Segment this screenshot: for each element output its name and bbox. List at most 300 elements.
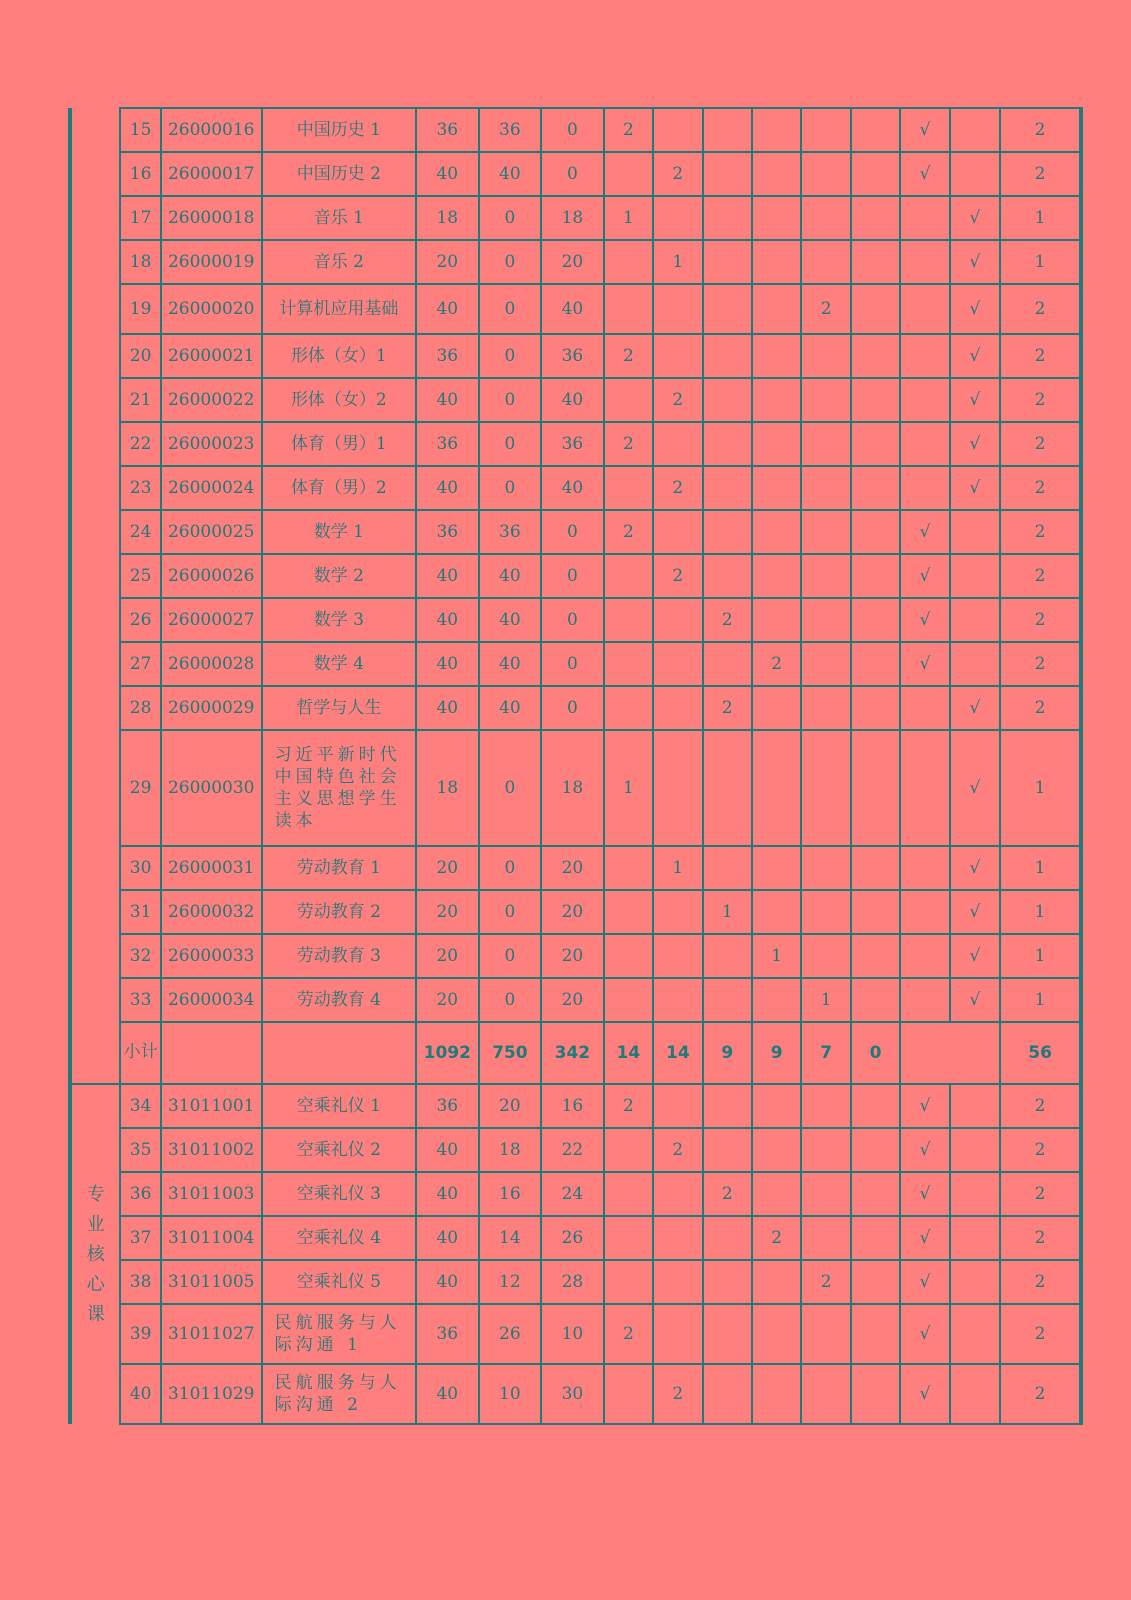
semester-2-hours — [653, 1172, 702, 1216]
course-number: 16 — [120, 152, 160, 196]
credits: 1 — [1000, 196, 1081, 240]
course-code: 31011027 — [161, 1304, 262, 1364]
theory-hours: 0 — [479, 978, 542, 1022]
assessment-mark — [950, 152, 1000, 196]
semester-5-hours — [801, 196, 850, 240]
theory-hours: 40 — [479, 686, 542, 730]
semester-6-hours — [851, 334, 900, 378]
credits: 2 — [1000, 686, 1081, 730]
practice-hours: 40 — [541, 284, 604, 334]
subtotal-total-hours: 1092 — [416, 1022, 479, 1084]
total-hours: 40 — [416, 1364, 479, 1424]
exam-mark — [900, 686, 949, 730]
semester-1-hours — [604, 554, 653, 598]
assessment-mark: √ — [950, 378, 1000, 422]
semester-6-hours — [851, 152, 900, 196]
semester-1-hours: 2 — [604, 510, 653, 554]
course-number: 22 — [120, 422, 160, 466]
theory-hours: 0 — [479, 334, 542, 378]
credits: 2 — [1000, 284, 1081, 334]
semester-6-hours — [851, 846, 900, 890]
practice-hours: 20 — [541, 846, 604, 890]
course-number: 17 — [120, 196, 160, 240]
assessment-mark — [950, 1128, 1000, 1172]
total-hours: 36 — [416, 108, 479, 152]
subtotal-semester-4-hours: 9 — [752, 1022, 801, 1084]
course-number: 38 — [120, 1260, 160, 1304]
semester-5-hours — [801, 1128, 850, 1172]
semester-1-hours — [604, 1128, 653, 1172]
credits: 2 — [1000, 1364, 1081, 1424]
course-number: 34 — [120, 1084, 160, 1128]
semester-6-hours — [851, 422, 900, 466]
credits: 2 — [1000, 466, 1081, 510]
exam-mark — [900, 890, 949, 934]
course-number: 35 — [120, 1128, 160, 1172]
table-row — [70, 1304, 1081, 1364]
theory-hours: 0 — [479, 466, 542, 510]
semester-5-hours — [801, 510, 850, 554]
practice-hours: 16 — [541, 1084, 604, 1128]
subtotal-assessment-empty — [900, 1022, 1000, 1084]
course-name: 空乘礼仪 1 — [262, 1084, 416, 1128]
semester-4-hours — [752, 1364, 801, 1424]
semester-5-hours — [801, 108, 850, 152]
total-hours: 40 — [416, 1128, 479, 1172]
semester-4-hours — [752, 378, 801, 422]
assessment-mark: √ — [950, 890, 1000, 934]
course-name: 体育（男）2 — [262, 466, 416, 510]
credits: 2 — [1000, 108, 1081, 152]
table-row — [70, 686, 1081, 730]
exam-mark: √ — [900, 1172, 949, 1216]
semester-2-hours: 2 — [653, 152, 702, 196]
semester-6-hours — [851, 240, 900, 284]
semester-6-hours — [851, 196, 900, 240]
exam-mark — [900, 978, 949, 1022]
assessment-mark — [950, 1216, 1000, 1260]
semester-1-hours — [604, 890, 653, 934]
semester-5-hours — [801, 890, 850, 934]
course-name: 民航服务与人际沟通 1 — [262, 1304, 416, 1364]
semester-3-hours — [703, 1084, 752, 1128]
semester-6-hours — [851, 1172, 900, 1216]
semester-4-hours — [752, 466, 801, 510]
total-hours: 40 — [416, 466, 479, 510]
theory-hours: 18 — [479, 1128, 542, 1172]
practice-hours: 0 — [541, 510, 604, 554]
theory-hours: 40 — [479, 152, 542, 196]
total-hours: 20 — [416, 846, 479, 890]
course-number: 30 — [120, 846, 160, 890]
exam-mark — [900, 422, 949, 466]
exam-mark: √ — [900, 108, 949, 152]
semester-2-hours — [653, 1260, 702, 1304]
semester-1-hours: 1 — [604, 196, 653, 240]
table-row — [70, 934, 1081, 978]
practice-hours: 28 — [541, 1260, 604, 1304]
practice-hours: 40 — [541, 378, 604, 422]
semester-1-hours: 2 — [604, 108, 653, 152]
exam-mark — [900, 196, 949, 240]
course-code: 26000033 — [161, 934, 262, 978]
semester-1-hours — [604, 846, 653, 890]
semester-3-hours — [703, 846, 752, 890]
semester-3-hours — [703, 1260, 752, 1304]
category-cell-blank — [70, 108, 120, 1084]
semester-5-hours — [801, 642, 850, 686]
table-row — [70, 510, 1081, 554]
course-name: 空乘礼仪 2 — [262, 1128, 416, 1172]
course-code: 26000022 — [161, 378, 262, 422]
total-hours: 36 — [416, 334, 479, 378]
course-number: 25 — [120, 554, 160, 598]
theory-hours: 0 — [479, 934, 542, 978]
semester-4-hours — [752, 152, 801, 196]
semester-4-hours — [752, 1084, 801, 1128]
theory-hours: 40 — [479, 642, 542, 686]
semester-2-hours — [653, 422, 702, 466]
course-code: 26000017 — [161, 152, 262, 196]
assessment-mark — [950, 642, 1000, 686]
semester-3-hours: 2 — [703, 686, 752, 730]
semester-2-hours: 2 — [653, 554, 702, 598]
course-code: 26000018 — [161, 196, 262, 240]
course-number: 20 — [120, 334, 160, 378]
semester-3-hours — [703, 466, 752, 510]
semester-3-hours — [703, 152, 752, 196]
theory-hours: 36 — [479, 510, 542, 554]
course-code: 31011005 — [161, 1260, 262, 1304]
course-name: 习近平新时代中国特色社会主义思想学生读本 — [262, 730, 416, 846]
credits: 2 — [1000, 1216, 1081, 1260]
exam-mark — [900, 846, 949, 890]
semester-2-hours — [653, 196, 702, 240]
table-row — [70, 1172, 1081, 1216]
semester-1-hours — [604, 284, 653, 334]
practice-hours: 22 — [541, 1128, 604, 1172]
practice-hours: 26 — [541, 1216, 604, 1260]
semester-1-hours — [604, 1216, 653, 1260]
exam-mark — [900, 284, 949, 334]
exam-mark — [900, 334, 949, 378]
exam-mark: √ — [900, 1128, 949, 1172]
semester-5-hours — [801, 1084, 850, 1128]
total-hours: 36 — [416, 1084, 479, 1128]
course-number: 23 — [120, 466, 160, 510]
course-name: 数学 3 — [262, 598, 416, 642]
exam-mark: √ — [900, 510, 949, 554]
exam-mark: √ — [900, 1304, 949, 1364]
semester-5-hours — [801, 1172, 850, 1216]
semester-1-hours — [604, 152, 653, 196]
course-number: 36 — [120, 1172, 160, 1216]
semester-3-hours — [703, 510, 752, 554]
semester-4-hours — [752, 1260, 801, 1304]
semester-1-hours: 2 — [604, 1304, 653, 1364]
semester-6-hours — [851, 1260, 900, 1304]
theory-hours: 36 — [479, 108, 542, 152]
semester-6-hours — [851, 284, 900, 334]
semester-3-hours — [703, 642, 752, 686]
theory-hours: 0 — [479, 846, 542, 890]
credits: 2 — [1000, 1304, 1081, 1364]
theory-hours: 16 — [479, 1172, 542, 1216]
semester-1-hours — [604, 598, 653, 642]
semester-2-hours — [653, 1084, 702, 1128]
course-code: 26000016 — [161, 108, 262, 152]
course-number: 39 — [120, 1304, 160, 1364]
semester-3-hours — [703, 284, 752, 334]
total-hours: 40 — [416, 686, 479, 730]
theory-hours: 26 — [479, 1304, 542, 1364]
assessment-mark: √ — [950, 334, 1000, 378]
course-code: 31011029 — [161, 1364, 262, 1424]
course-number: 40 — [120, 1364, 160, 1424]
assessment-mark — [950, 1304, 1000, 1364]
table-row — [70, 1260, 1081, 1304]
assessment-mark: √ — [950, 978, 1000, 1022]
semester-4-hours: 1 — [752, 934, 801, 978]
total-hours: 36 — [416, 422, 479, 466]
semester-2-hours — [653, 934, 702, 978]
semester-2-hours — [653, 642, 702, 686]
practice-hours: 36 — [541, 422, 604, 466]
curriculum-table — [68, 107, 1083, 1425]
course-name: 哲学与人生 — [262, 686, 416, 730]
assessment-mark: √ — [950, 284, 1000, 334]
semester-3-hours — [703, 730, 752, 846]
table-row — [70, 152, 1081, 196]
semester-5-hours — [801, 152, 850, 196]
course-name: 空乘礼仪 4 — [262, 1216, 416, 1260]
credits: 2 — [1000, 378, 1081, 422]
semester-5-hours — [801, 934, 850, 978]
course-name: 体育（男）1 — [262, 422, 416, 466]
course-name: 音乐 1 — [262, 196, 416, 240]
credits: 1 — [1000, 240, 1081, 284]
semester-4-hours: 2 — [752, 1216, 801, 1260]
semester-1-hours — [604, 686, 653, 730]
semester-4-hours — [752, 284, 801, 334]
practice-hours: 0 — [541, 152, 604, 196]
semester-6-hours — [851, 730, 900, 846]
total-hours: 36 — [416, 1304, 479, 1364]
practice-hours: 18 — [541, 196, 604, 240]
course-code: 26000032 — [161, 890, 262, 934]
course-number: 18 — [120, 240, 160, 284]
theory-hours: 40 — [479, 554, 542, 598]
semester-6-hours — [851, 1216, 900, 1260]
course-name: 计算机应用基础 — [262, 284, 416, 334]
course-code: 26000020 — [161, 284, 262, 334]
credits: 1 — [1000, 934, 1081, 978]
credits: 2 — [1000, 642, 1081, 686]
assessment-mark: √ — [950, 686, 1000, 730]
assessment-mark — [950, 1260, 1000, 1304]
semester-1-hours — [604, 934, 653, 978]
theory-hours: 12 — [479, 1260, 542, 1304]
practice-hours: 20 — [541, 890, 604, 934]
practice-hours: 0 — [541, 642, 604, 686]
course-code: 26000021 — [161, 334, 262, 378]
semester-1-hours: 2 — [604, 422, 653, 466]
semester-2-hours — [653, 284, 702, 334]
total-hours: 40 — [416, 554, 479, 598]
total-hours: 40 — [416, 284, 479, 334]
semester-3-hours — [703, 978, 752, 1022]
table-row — [70, 598, 1081, 642]
semester-1-hours — [604, 1172, 653, 1216]
semester-1-hours: 2 — [604, 1084, 653, 1128]
semester-3-hours: 2 — [703, 598, 752, 642]
course-code: 31011002 — [161, 1128, 262, 1172]
course-code: 31011004 — [161, 1216, 262, 1260]
total-hours: 40 — [416, 1172, 479, 1216]
credits: 2 — [1000, 554, 1081, 598]
course-number: 21 — [120, 378, 160, 422]
semester-1-hours — [604, 1364, 653, 1424]
semester-5-hours — [801, 240, 850, 284]
course-name: 民航服务与人际沟通 2 — [262, 1364, 416, 1424]
course-number: 24 — [120, 510, 160, 554]
theory-hours: 0 — [479, 422, 542, 466]
assessment-mark — [950, 510, 1000, 554]
practice-hours: 10 — [541, 1304, 604, 1364]
exam-mark: √ — [900, 1084, 949, 1128]
semester-5-hours — [801, 554, 850, 598]
credits: 2 — [1000, 1128, 1081, 1172]
semester-5-hours — [801, 730, 850, 846]
total-hours: 20 — [416, 890, 479, 934]
semester-4-hours — [752, 422, 801, 466]
semester-6-hours — [851, 642, 900, 686]
semester-4-hours — [752, 196, 801, 240]
exam-mark: √ — [900, 554, 949, 598]
semester-4-hours — [752, 510, 801, 554]
semester-5-hours — [801, 686, 850, 730]
semester-3-hours — [703, 1304, 752, 1364]
exam-mark — [900, 466, 949, 510]
course-name: 空乘礼仪 3 — [262, 1172, 416, 1216]
course-name: 数学 1 — [262, 510, 416, 554]
total-hours: 20 — [416, 240, 479, 284]
semester-6-hours — [851, 1364, 900, 1424]
semester-3-hours — [703, 1364, 752, 1424]
subtotal-code-empty — [161, 1022, 262, 1084]
exam-mark — [900, 240, 949, 284]
semester-2-hours — [653, 598, 702, 642]
semester-3-hours: 1 — [703, 890, 752, 934]
semester-4-hours — [752, 978, 801, 1022]
semester-3-hours — [703, 1128, 752, 1172]
total-hours: 40 — [416, 378, 479, 422]
course-number: 33 — [120, 978, 160, 1022]
semester-4-hours — [752, 686, 801, 730]
semester-4-hours — [752, 890, 801, 934]
practice-hours: 36 — [541, 334, 604, 378]
course-code: 26000029 — [161, 686, 262, 730]
subtotal-theory-hours: 750 — [479, 1022, 542, 1084]
semester-1-hours — [604, 978, 653, 1022]
credits: 2 — [1000, 334, 1081, 378]
course-code: 26000026 — [161, 554, 262, 598]
total-hours: 40 — [416, 1260, 479, 1304]
exam-mark: √ — [900, 152, 949, 196]
exam-mark — [900, 378, 949, 422]
assessment-mark: √ — [950, 466, 1000, 510]
course-name: 中国历史 1 — [262, 108, 416, 152]
semester-1-hours: 2 — [604, 334, 653, 378]
course-code: 26000019 — [161, 240, 262, 284]
course-code: 31011003 — [161, 1172, 262, 1216]
table-row — [70, 334, 1081, 378]
total-hours: 20 — [416, 978, 479, 1022]
course-code: 31011001 — [161, 1084, 262, 1128]
course-number: 15 — [120, 108, 160, 152]
course-code: 26000030 — [161, 730, 262, 846]
semester-6-hours — [851, 1304, 900, 1364]
semester-6-hours — [851, 598, 900, 642]
total-hours: 40 — [416, 598, 479, 642]
semester-6-hours — [851, 554, 900, 598]
semester-5-hours: 2 — [801, 1260, 850, 1304]
semester-6-hours — [851, 934, 900, 978]
credits: 1 — [1000, 846, 1081, 890]
semester-5-hours — [801, 1216, 850, 1260]
total-hours: 36 — [416, 510, 479, 554]
course-name: 数学 2 — [262, 554, 416, 598]
assessment-mark: √ — [950, 240, 1000, 284]
total-hours: 40 — [416, 642, 479, 686]
semester-1-hours — [604, 466, 653, 510]
theory-hours: 14 — [479, 1216, 542, 1260]
semester-2-hours: 2 — [653, 1128, 702, 1172]
semester-2-hours — [653, 978, 702, 1022]
credits: 2 — [1000, 152, 1081, 196]
semester-3-hours — [703, 334, 752, 378]
exam-mark — [900, 730, 949, 846]
semester-3-hours — [703, 240, 752, 284]
theory-hours: 0 — [479, 730, 542, 846]
practice-hours: 20 — [541, 934, 604, 978]
theory-hours: 40 — [479, 598, 542, 642]
semester-6-hours — [851, 1084, 900, 1128]
course-number: 29 — [120, 730, 160, 846]
semester-4-hours — [752, 240, 801, 284]
semester-4-hours — [752, 1304, 801, 1364]
assessment-mark: √ — [950, 422, 1000, 466]
table-row — [70, 196, 1081, 240]
course-number: 31 — [120, 890, 160, 934]
exam-mark: √ — [900, 1364, 949, 1424]
assessment-mark — [950, 108, 1000, 152]
course-name: 劳动教育 1 — [262, 846, 416, 890]
subtotal-practice-hours: 342 — [541, 1022, 604, 1084]
practice-hours: 40 — [541, 466, 604, 510]
table-row — [70, 978, 1081, 1022]
semester-2-hours — [653, 1216, 702, 1260]
assessment-mark — [950, 598, 1000, 642]
course-name: 劳动教育 3 — [262, 934, 416, 978]
subtotal-name-empty — [262, 1022, 416, 1084]
assessment-mark: √ — [950, 730, 1000, 846]
course-code: 26000031 — [161, 846, 262, 890]
semester-4-hours — [752, 334, 801, 378]
semester-5-hours — [801, 846, 850, 890]
core-courses-label: 专业核心课 — [86, 1183, 105, 1325]
table-row — [70, 466, 1081, 510]
